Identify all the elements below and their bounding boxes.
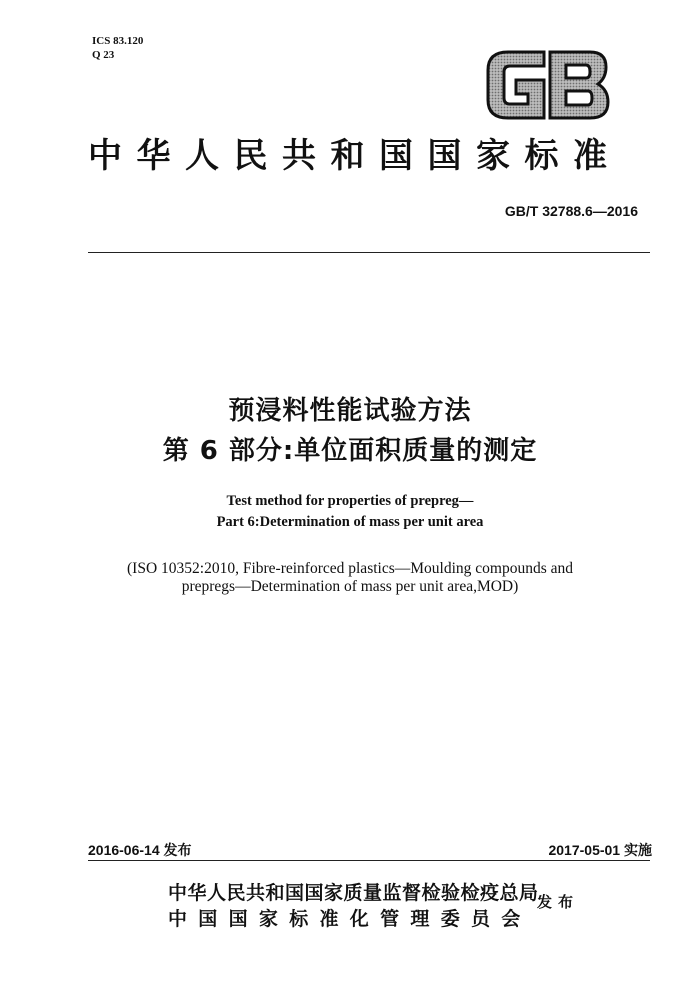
ics-code: ICS 83.120: [92, 35, 144, 47]
implementation-date: 2017-05-01 实施: [548, 842, 652, 858]
issuer-line1: 中华人民共和国国家质量监督检验检疫总局: [168, 882, 539, 904]
title-en-line1: Test method for properties of prepreg—: [226, 493, 474, 509]
publish-date: 2016-06-14 发布: [88, 842, 192, 858]
standard-number: GB/T 32788.6—2016: [504, 203, 638, 219]
classification-codes: [92, 34, 143, 62]
iso-reference-line2: prepregs—Determination of mass per unit area,MOD): [181, 578, 519, 595]
header-divider: [88, 252, 650, 253]
standard-type-heading: 中华人民共和国国家标准: [88, 136, 622, 176]
ccs-code: Q 23: [92, 49, 115, 61]
issuer-line2: 中国国家标准化管理委员会: [168, 908, 532, 930]
title-cn-line2: 第 6 部分:单位面积质量的测定: [162, 436, 538, 466]
title-cn-line1: 预浸料性能试验方法: [228, 396, 472, 426]
iso-reference-line1: (ISO 10352:2010, Fibre-reinforced plastics—Moulding compounds and: [127, 560, 573, 577]
footer-divider: [88, 860, 650, 861]
gb-logo-icon: [482, 46, 612, 124]
title-en-line2: Part 6:Determination of mass per unit area: [216, 514, 484, 530]
issuer-action: 发布: [537, 893, 580, 911]
